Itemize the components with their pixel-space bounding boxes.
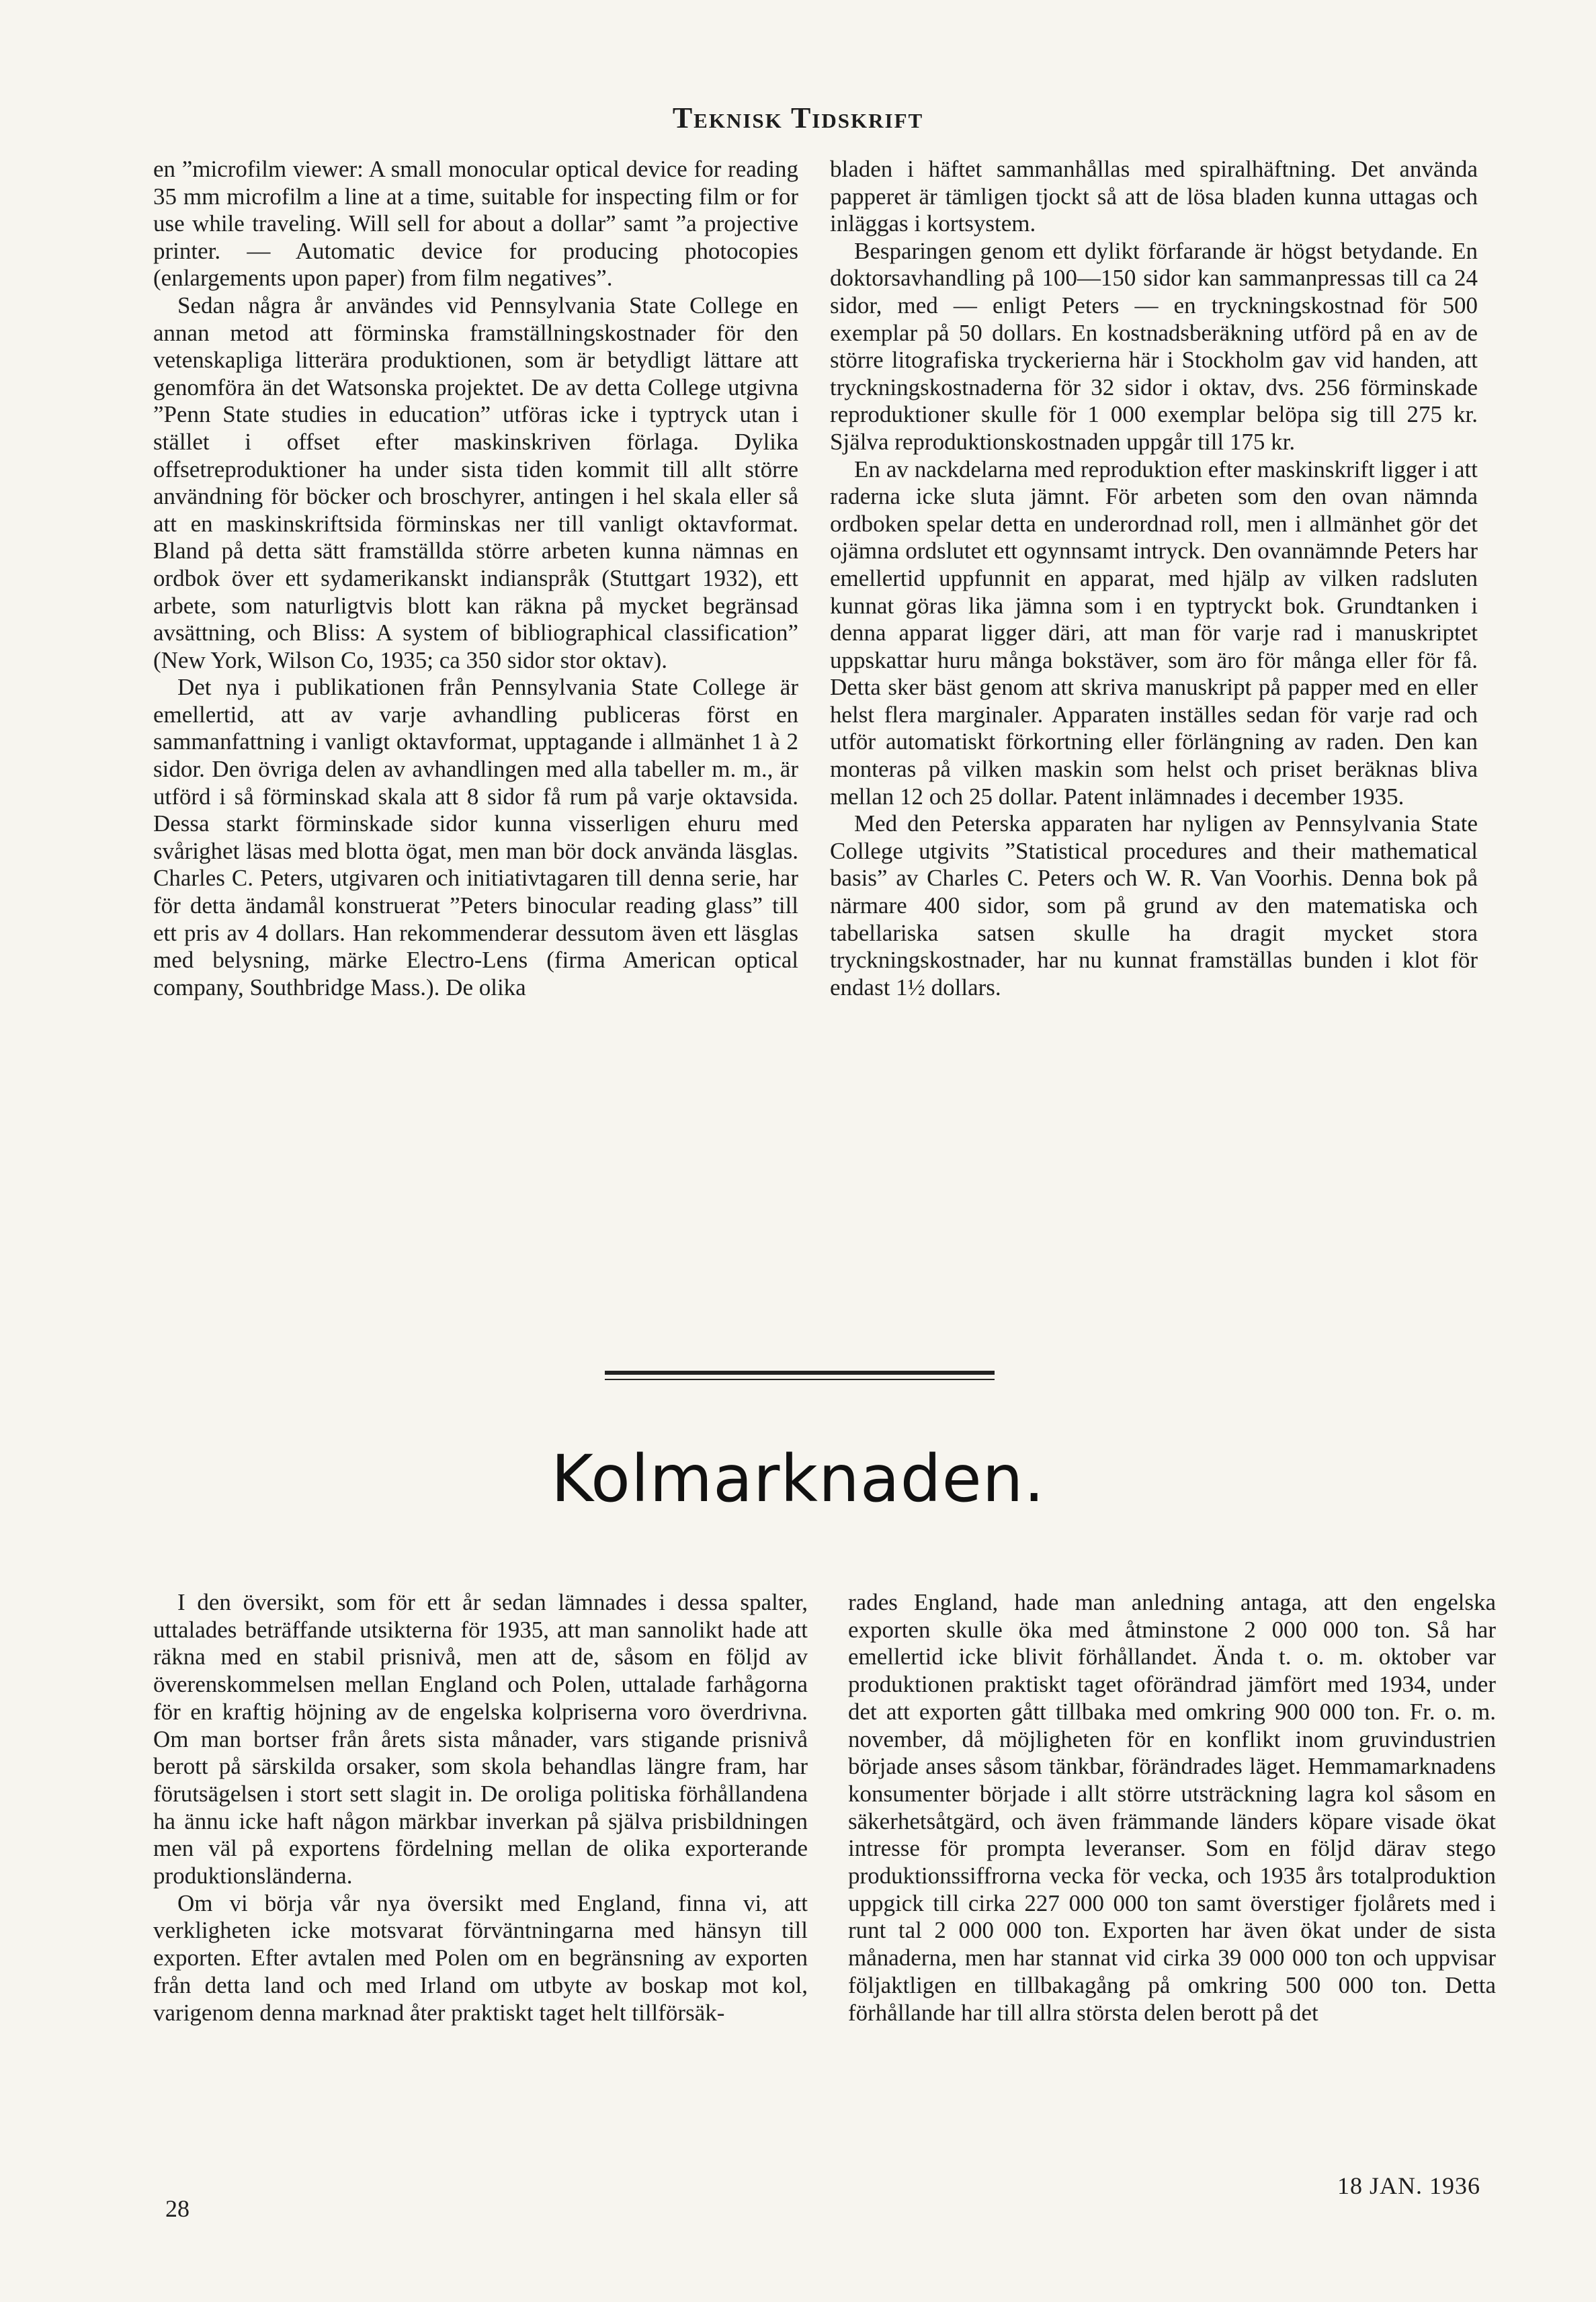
top-right-column — [830, 156, 1478, 1001]
paragraph: Sedan några år användes vid Pennsylvania State College en annan metod att förminska framställningskostnader för den vetenskapliga litterära produktionen, som är betydligt lättare att genomföra än det Watsonska projektet. De av detta College utgivna ”Penn State studies in education” utföras icke i typtryck utan i stället i offset efter maskinskriven förlaga. Dylika offsetreproduktioner ha under sista tiden kommit till allt större användning för böcker och broschyrer, antingen i hel skala eller så att en maskinskriftsida förminskas ner till vanligt oktavformat. Bland på detta sätt framställda större arbeten kunna nämnas en ordbok över ett sydamerikanskt indianspråk (Stuttgart 1932), ett arbete, som naturligtvis blott kan räkna på mycket begränsad avsättning, och Bliss: A system of bibliographical classification” (New York, Wilson Co, 1935; ca 350 sidor stor oktav). — [153, 292, 798, 673]
article-left-column — [153, 1589, 808, 2027]
paragraph: En av nackdelarna med reproduktion efter maskinskrift ligger i att raderna icke sluta jämnt. För arbeten som den ovan nämnda ordboken spelar detta en underordnad roll, men i allmänhet gör det ojämna ordslutet ett ogynnsamt intryck. Den ovannämnde Peters har emellertid uppfunnit en apparat, med hjälp av vilken radsluten kunnat göras lika jämna som i en typtryckt bok. Grundtanken i denna apparat ligger däri, att man för varje rad i manuskriptet uppskattar huru många bokstäver, som äro för många eller för få. Detta sker bäst genom att skriva manuskript på papper med en eller helst flera marginaler. Apparaten inställes sedan för varje rad och utför automatiskt förkortning eller förlängning av raden. Den kan monteras på vilken maskin som helst och priset beräknas bliva mellan 12 och 25 dollar. Patent inlämnades i december 1935. — [830, 456, 1478, 810]
paragraph: en ”microfilm viewer: A small monocular optical device for reading 35 mm microfilm a line at a time, suitable for inspecting film or for use while traveling. Will sell for about a dollar” samt ”a projective printer. — Automatic device for producing photocopies (enlargements upon paper) from film negatives”. — [153, 156, 798, 292]
article-title: Kolmarknaden. — [550, 1441, 1045, 1517]
issue-date: 18 JAN. 1936 — [1337, 2172, 1481, 2199]
top-left-column — [153, 156, 798, 1001]
paragraph: Om vi börja vår nya översikt med England, finna vi, att verkligheten icke motsvarat förväntningarna med hänsyn till exporten. Efter avtalen med Polen om en begränsning av exporten från detta land och med Irland om utbyte av boskap mot kol, varigenom denna marknad åter praktiskt taget helt tillförsäk- — [153, 1889, 808, 2026]
paragraph: I den översikt, som för ett år sedan lämnades i dessa spalter, uttalades beträffande utsikterna för 1935, att man sannolikt hade att räkna med en stabil prisnivå, men att de, såsom en följd av överenskommelsen mellan England och Polen, uttalade farhågorna för en kraftig höjning av de engelska kolpriserna voro överdrivna. Om man bortser från årets sista månader, vars stigande prisnivå berott på särskilda orsaker, som skola behandlas längre fram, har förutsägelsen i stort sett slagit in. De oroliga politiska förhållandena ha ännu icke haft någon märkbar inverkan på själva prisbildningen men väl på exportens fördelning mellan de olika exporterande produktionsländerna. — [153, 1589, 808, 1889]
paragraph: bladen i häftet sammanhållas med spiralhäftning. Det använda papperet är tämligen tjockt så att de lösa bladen kunna uttagas och inläggas i kortsystem. — [830, 156, 1478, 237]
section-divider — [605, 1371, 995, 1375]
journal-header: Teknisk Tidskrift — [672, 101, 924, 134]
paragraph: Det nya i publikationen från Pennsylvania State College är emellertid, att av varje avhandling publiceras först en sammanfattning i vanligt oktavformat, upptagande i allmänhet 1 à 2 sidor. Den övriga delen av avhandlingen med alla tabeller m. m., är utförd i så förminskad skala att 8 sidor få rum på varje oktavsida. Dessa starkt förminskade sidor kunna visserligen ehuru med svårighet läsas med blotta ögat, men man bör dock använda läsglas. Charles C. Peters, utgivaren och initiativtagaren till denna serie, har för detta ändamål konstruerat ”Peters binocular reading glass” till ett pris av 4 dollars. Han rekommenderar dessutom även ett läsglas med belysning, märke Electro-Lens (firma American optical company, Southbridge Mass.). De olika — [153, 674, 798, 1000]
paragraph: Besparingen genom ett dylikt förfarande är högst betydande. En doktorsavhandling på 100—150 sidor kan sammanpressas till ca 24 sidor, med — enligt Peters — en tryckningskostnad för 500 exemplar på 50 dollars. En kostnadsberäkning utförd på en av de större litografiska tryckerierna här i Stockholm gav vid handen, att tryckningskostnaderna för 32 sidor i oktav, dvs. 256 förminskade reproduktioner skulle för 1 000 exemplar belöpa sig till 275 kr. Själva reproduktionskostnaden uppgår till 175 kr. — [830, 237, 1478, 455]
page-number: 28 — [165, 2195, 190, 2222]
article-right-column — [848, 1589, 1496, 2027]
paragraph: Med den Peterska apparaten har nyligen av Pennsylvania State College utgivits ”Statistical procedures and their mathematical basis” av Charles C. Peters och W. R. Van Voorhis. Denna bok på närmare 400 sidor, som på grund av den matematiska och tabellariska satsen skulle ha dragit mycket stora tryckningskostnader, har nu kunnat framställas bunden i klot för endast 1½ dollars. — [830, 810, 1478, 1000]
section-divider-thin — [605, 1379, 995, 1380]
paragraph: rades England, hade man anledning antaga, att den engelska exporten skulle öka med åtminstone 2 000 000 ton. Så har emellertid icke blivit förhållandet. Ända t. o. m. oktober var produktionen praktiskt taget oförändrad jämfört med 1934, under det att exporten gått tillbaka med omkring 900 000 ton. Fr. o. m. november, då möjligheten för en konflikt inom gruvindustrien började anses såsom tänkbar, förändrades läget. Hemmamarknadens konsumenter började i allt större utsträckning lagra kol såsom en säkerhetsåtgärd, och även främmande länders köpare visade ökat intresse för prompta leveranser. Som en följd därav stego produktionssiffrorna vecka för vecka, och 1935 års totalproduktion uppgick till cirka 227 000 000 ton samt överstiger fjolårets med i runt tal 2 000 000 ton. Exporten har även ökat under de sista månaderna, men har stannat vid cirka 39 000 000 ton och uppvisar följaktligen en tillbakagång på omkring 500 000 ton. Detta förhållande har till allra största delen berott på det — [848, 1589, 1496, 2026]
